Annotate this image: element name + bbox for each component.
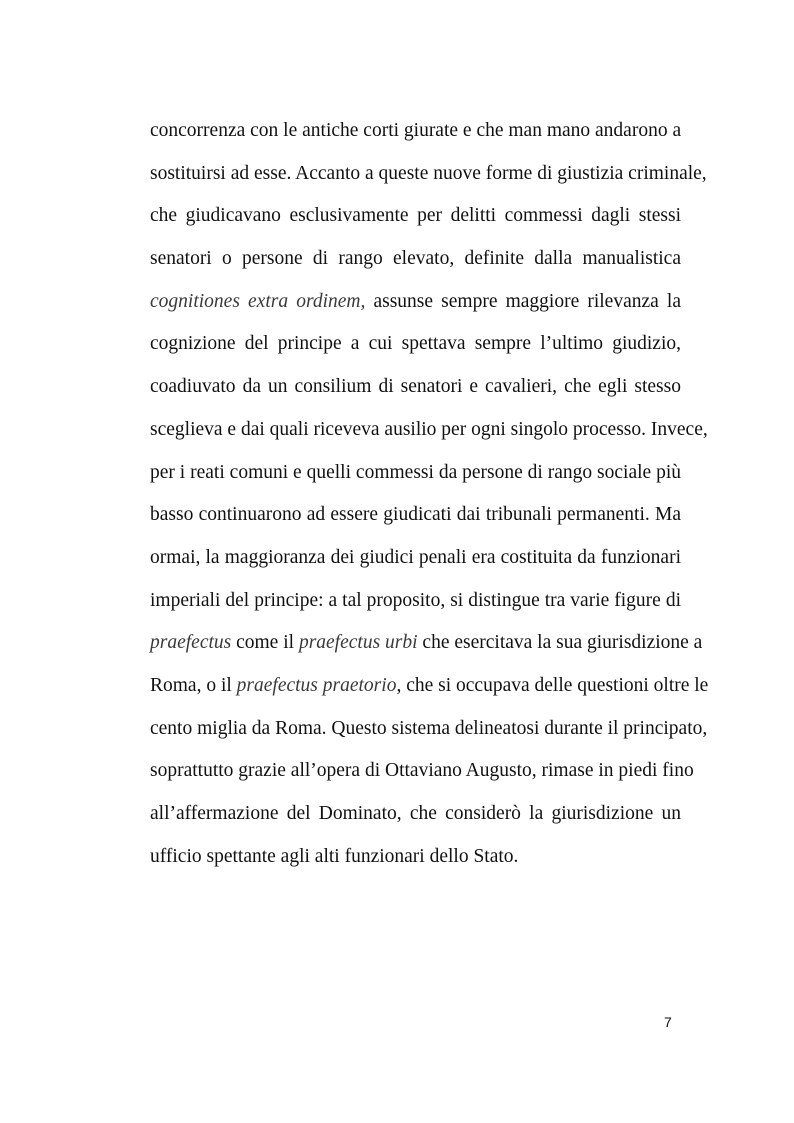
- text-line: [150, 153, 707, 196]
- text-line: [150, 195, 681, 238]
- text-line: [150, 494, 681, 537]
- text-run: ormai, la maggioranza dei giudici penali era costituita da funzionari: [150, 546, 681, 568]
- text-line: [150, 110, 681, 153]
- text-run: imperiali del principe: a tal proposito, si distingue tra varie figure di: [150, 589, 681, 611]
- text-line: [150, 750, 694, 793]
- text-run: , che si occupava delle questioni oltre le: [396, 674, 709, 696]
- text-run: sostituirsi ad esse. Accanto a queste nuove forme di giustizia criminale,: [150, 162, 707, 184]
- italic-term: praefectus: [150, 632, 232, 654]
- text-run: cento miglia da Roma. Questo sistema delineatosi durante il principato,: [150, 717, 708, 739]
- text-line: [150, 537, 681, 580]
- text-run: senatori o persone di rango elevato, definite dalla manualistica: [150, 248, 681, 270]
- text-run: cognizione del principe a cui spettava sempre l’ultimo giudizio,: [150, 333, 681, 355]
- text-line: [150, 836, 681, 879]
- text-line: [150, 580, 681, 623]
- text-line: [150, 238, 681, 281]
- text-line: [150, 281, 681, 324]
- text-line: [150, 622, 703, 665]
- text-line: [150, 708, 708, 751]
- text-run: ufficio spettante agli alti funzionari dello Stato.: [150, 845, 519, 867]
- text-run: basso continuarono ad essere giudicati dai tribunali permanenti. Ma: [150, 504, 681, 526]
- body-paragraph: [150, 110, 709, 878]
- text-run: per i reati comuni e quelli commessi da persone di rango sociale più: [150, 461, 681, 483]
- text-line: [150, 793, 681, 836]
- text-line: [150, 366, 681, 409]
- italic-term: cognitiones extra ordinem,: [150, 290, 366, 312]
- text-run: all’affermazione del Dominato, che considerò la giurisdizione un: [150, 803, 681, 824]
- text-run: assunse sempre maggiore rilevanza la: [365, 290, 681, 312]
- page-number: 7: [664, 1014, 672, 1030]
- text-run: soprattutto grazie all’opera di Ottaviano Augusto, rimase in piedi fino: [150, 760, 694, 782]
- text-run: concorrenza con le antiche corti giurate e che man mano andarono a: [150, 120, 682, 141]
- text-run: Roma, o il: [150, 674, 237, 696]
- text-line: [150, 323, 681, 366]
- italic-term: praefectus urbi: [298, 632, 418, 654]
- italic-term: praefectus praetorio: [236, 674, 397, 696]
- text-line: [150, 665, 709, 708]
- text-run: come il: [231, 632, 299, 654]
- text-run: sceglieva e dai quali riceveva ausilio per ogni singolo processo. Invece,: [150, 418, 708, 440]
- text-run: coadiuvato da un consilium di senatori e cavalieri, che egli stesso: [150, 376, 681, 398]
- text-line: [150, 409, 708, 452]
- text-run: che esercitava la sua giurisdizione a: [417, 632, 703, 654]
- text-run: che giudicavano esclusivamente per delitti commessi dagli stessi: [150, 205, 681, 227]
- text-line: [150, 452, 681, 495]
